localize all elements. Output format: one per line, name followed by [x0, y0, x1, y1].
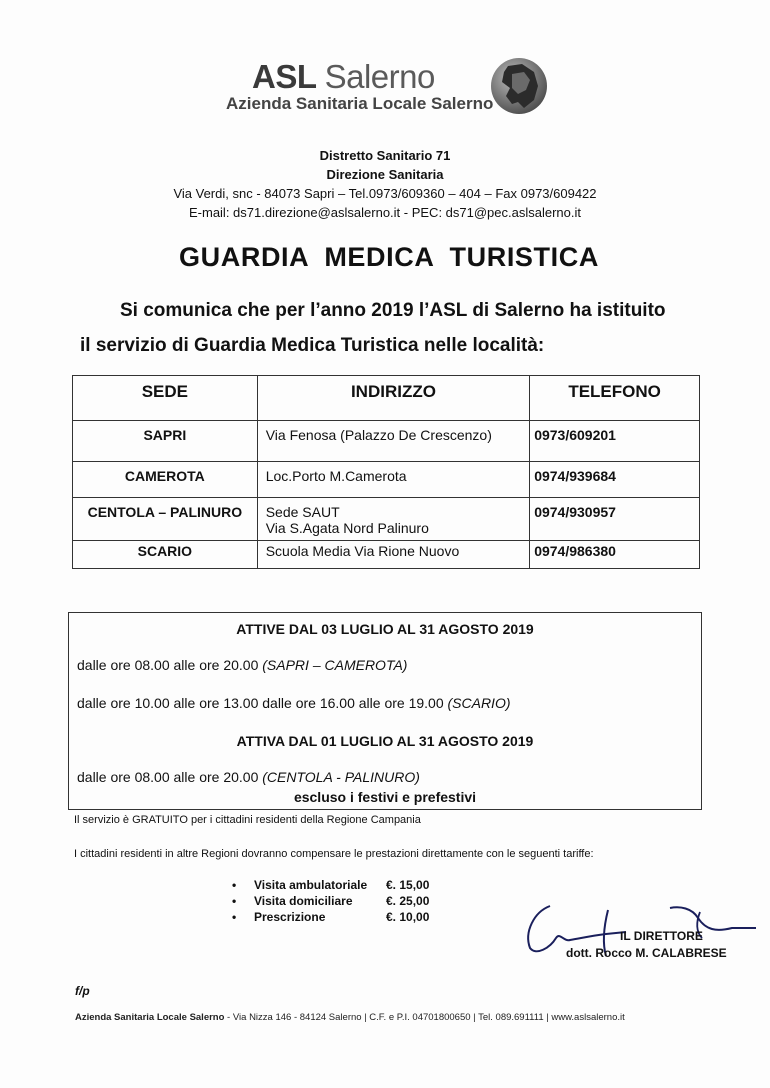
tariff-label: Visita ambulatoriale: [254, 878, 368, 892]
campania-map-icon: [488, 56, 550, 116]
cell-sede: CAMEROTA: [73, 462, 258, 498]
table-row: [73, 541, 700, 569]
signature-role: IL DIRETTORE: [620, 929, 703, 943]
hours-box: [68, 612, 702, 810]
tariff-amount: €. 25,00: [386, 894, 430, 908]
note-other-regions: I cittadini residenti in altre Regioni dovranno compensare le prestazioni direttamente con le seguenti tariffe:: [74, 848, 594, 860]
footer: [75, 1012, 625, 1023]
hours-text: dalle ore 08.00 alle ore 20.00: [77, 769, 263, 785]
header-indirizzo: INDIRIZZO: [257, 376, 529, 421]
table-row: [73, 498, 700, 541]
indirizzo-line: Scuola Media Via Rione Nuovo: [265, 543, 460, 559]
table-row: [73, 421, 700, 462]
email-line: E-mail: ds71.direzione@aslsalerno.it - PEC: ds71@pec.aslsalerno.it: [188, 205, 581, 220]
tariff-label: Visita domiciliare: [254, 894, 353, 908]
header-telefono: TELEFONO: [530, 376, 700, 421]
header-sede: SEDE: [73, 376, 258, 421]
tariff-label: Prescrizione: [254, 910, 326, 924]
indirizzo-line: Via S.Agata Nord Palinuro: [265, 520, 429, 536]
indirizzo-line: Loc.Porto M.Camerota: [265, 468, 407, 484]
indirizzo-line: Via Fenosa (Palazzo De Crescenzo): [265, 427, 492, 443]
footer-org: Azienda Sanitaria Locale Salerno: [75, 1012, 225, 1023]
cell-sede: SCARIO: [73, 541, 258, 569]
hours-heading-1: ATTIVE DAL 03 LUGLIO AL 31 AGOSTO 2019: [236, 621, 534, 637]
cell-indirizzo: [257, 541, 529, 569]
list-item: [232, 878, 462, 894]
hours-line-3: [77, 769, 420, 785]
cell-sede: SAPRI: [73, 421, 258, 462]
cell-telefono: 0974/986380: [530, 541, 700, 569]
document-title: GUARDIA MEDICA TURISTICA: [179, 242, 599, 272]
hours-line-1: [77, 657, 407, 673]
hours-place: (SCARIO): [447, 695, 511, 711]
bullet-icon: •: [232, 910, 237, 924]
signature-name: dott. Rocco M. CALABRESE: [566, 946, 727, 960]
hours-text: dalle ore 08.00 alle ore 20.00: [77, 657, 263, 673]
cell-telefono: 0974/939684: [530, 462, 700, 498]
indirizzo-line: Sede SAUT: [265, 504, 340, 520]
tariffs-list: [232, 878, 462, 926]
address-line: Via Verdi, snc - 84073 Sapri – Tel.0973/609360 – 404 – Fax 0973/609422: [173, 186, 597, 201]
hours-place: (SAPRI – CAMEROTA): [262, 657, 408, 673]
tariff-amount: €. 15,00: [386, 878, 430, 892]
table-header-row: [73, 376, 700, 421]
list-item: [232, 910, 462, 926]
cell-indirizzo: [257, 421, 529, 462]
cell-indirizzo: [257, 462, 529, 498]
bullet-icon: •: [232, 878, 237, 892]
hours-heading-2: ATTIVA DAL 01 LUGLIO AL 31 AGOSTO 2019: [236, 733, 534, 749]
locations-table: [72, 375, 700, 569]
hours-excluded: escluso i festivi e prefestivi: [293, 789, 477, 805]
cell-telefono: 0973/609201: [530, 421, 700, 462]
logo-title: [252, 58, 435, 96]
footer-details: - Via Nizza 146 - 84124 Salerno | C.F. e P.I. 04701800650 | Tel. 089.691111 | www.aslsalerno.it: [224, 1012, 625, 1023]
header-block: [0, 146, 770, 222]
intro-line-1: Si comunica che per l’anno 2019 l’ASL di Salerno ha istituito: [120, 300, 666, 321]
district-name: Distretto Sanitario 71: [319, 148, 451, 163]
note-free-service: Il servizio è GRATUITO per i cittadini residenti della Regione Campania: [74, 814, 421, 826]
hours-line-2: [77, 695, 511, 711]
table-row: [73, 462, 700, 498]
hours-text: dalle ore 10.00 alle ore 13.00 dalle ore 16.00 alle ore 19.00: [77, 695, 448, 711]
cell-telefono: 0974/930957: [530, 498, 700, 541]
logo-title-salerno: Salerno: [324, 58, 435, 95]
logo-title-asl: ASL: [252, 58, 316, 95]
asl-logo: [226, 56, 556, 120]
logo-subtitle: Azienda Sanitaria Locale Salerno: [226, 94, 494, 113]
list-item: [232, 894, 462, 910]
cell-sede: CENTOLA – PALINURO: [73, 498, 258, 541]
tariff-amount: €. 10,00: [386, 910, 430, 924]
hours-place: (CENTOLA - PALINURO): [262, 769, 420, 785]
fp-initials: f/p: [75, 984, 90, 998]
direction-name: Direzione Sanitaria: [326, 167, 444, 182]
bullet-icon: •: [232, 894, 237, 908]
intro-line-2: il servizio di Guardia Medica Turistica nelle località:: [80, 335, 545, 356]
cell-indirizzo: [257, 498, 529, 541]
